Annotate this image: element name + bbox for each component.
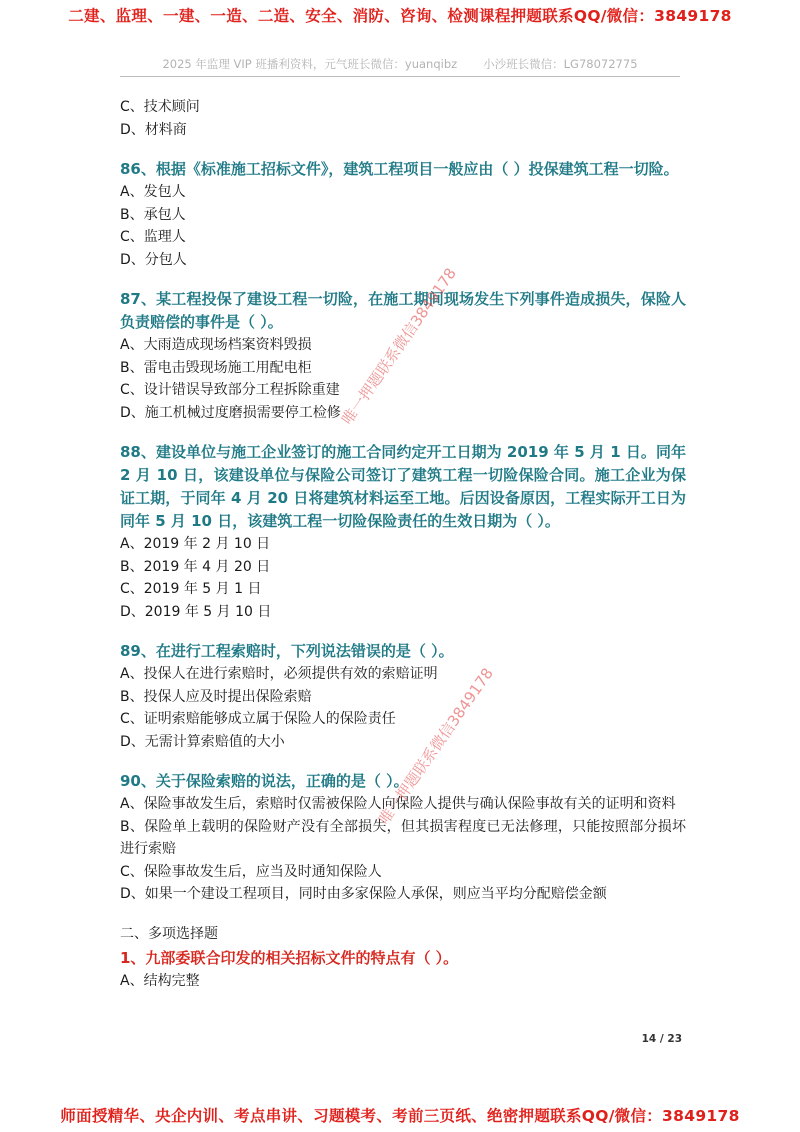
option-item: B、保险单上载明的保险财产没有全部损失，但其损害程度已无法修理，只能按照部分损坏进行索赔 bbox=[120, 818, 686, 857]
option-item: A、保险事故发生后，索赔时仅需被保险人向保险人提供与确认保险事故有关的证明和资料 bbox=[120, 796, 676, 812]
question-89-stem: 89、在进行工程索赔时，下列说法错误的是（ ）。 bbox=[120, 642, 454, 660]
header-right-text: 小沙班长微信：LG78072775 bbox=[483, 57, 638, 71]
option-item: C、2019 年 5 月 1 日 bbox=[120, 581, 262, 597]
option-item: D、无需计算索赔值的大小 bbox=[120, 733, 285, 750]
option-item: B、2019 年 4 月 20 日 bbox=[120, 558, 271, 575]
option-item: C、证明索赔能够成立属于保险人的保险责任 bbox=[120, 711, 396, 727]
option-item: B、承包人 bbox=[120, 206, 186, 223]
option-item: A、发包人 bbox=[120, 184, 186, 200]
watermark-text: 唯一押题联系微信3849178 bbox=[375, 664, 497, 828]
option-item: B、雷电击毁现场施工用配电柜 bbox=[120, 359, 312, 376]
option-item: B、投保人应及时提出保险索赔 bbox=[120, 688, 312, 705]
option-item: C、监理人 bbox=[120, 229, 186, 245]
question-86-stem: 86、根据《标准施工招标文件》，建筑工程项目一般应由（ ）投保建筑工程一切险。 bbox=[120, 160, 679, 178]
question-88-stem: 88、建设单位与施工企业签订的施工合同约定开工日期为 2019 年 5 月 1 日。同年 2 月 10 日，该建设单位与保险公司签订了建筑工程一切险保险合同。施工企业为保证工期，于同年 4 月 20 日将建筑材料运至工地。后因设备原因，工程实际开工日为同年 5 月 10 日，该建筑工程一切险保险责任的生效日期为（ ）。 bbox=[120, 443, 686, 530]
option-item: D、施工机械过度磨损需要停工检修 bbox=[120, 404, 341, 421]
option-item: A、投保人在进行索赔时，必须提供有效的索赔证明 bbox=[120, 666, 438, 682]
option-item: A、结构完整 bbox=[120, 972, 200, 989]
header-left-text: 2025 年监理 VIP 班播利资料，元气班长微信：yuanqibz bbox=[162, 57, 458, 71]
option-item: D、材料商 bbox=[120, 121, 187, 138]
question-90-stem: 90、关于保险索赔的说法，正确的是（ ）。 bbox=[120, 772, 409, 790]
option-item: C、技术顾问 bbox=[120, 99, 200, 115]
top-promo-banner: 二建、监理、一建、一造、二造、安全、消防、咨询、检测课程押题联系QQ/微信：3849178 bbox=[68, 7, 732, 25]
multi-question-1-stem: 1、九部委联合印发的相关招标文件的特点有（ ）。 bbox=[120, 948, 459, 967]
option-item: A、2019 年 2 月 10 日 bbox=[120, 536, 271, 552]
option-item: C、保险事故发生后，应当及时通知保险人 bbox=[120, 863, 382, 880]
document-body bbox=[120, 96, 686, 992]
page-number: 14 / 23 bbox=[641, 1033, 682, 1045]
header-divider bbox=[120, 76, 680, 77]
page-header bbox=[120, 56, 680, 72]
watermark-text: 唯一押题联系微信3849178 bbox=[338, 264, 460, 428]
option-item: D、如果一个建设工程项目，同时由多家保险人承保，则应当平均分配赔偿金额 bbox=[120, 886, 607, 902]
question-87-stem: 87、某工程投保了建设工程一切险，在施工期间现场发生下列事件造成损失，保险人负责赔偿的事件是（ ）。 bbox=[120, 290, 686, 331]
section-title: 二、多项选择题 bbox=[120, 925, 218, 942]
option-item: D、2019 年 5 月 10 日 bbox=[120, 603, 272, 620]
option-item: D、分包人 bbox=[120, 251, 187, 268]
bottom-promo-banner: 师面授精华、央企内训、考点串讲、习题模考、考前三页纸、绝密押题联系QQ/微信：3849178 bbox=[60, 1107, 740, 1125]
option-item: A、大雨造成现场档案资料毁损 bbox=[120, 337, 312, 353]
option-item: C、设计错误导致部分工程拆除重建 bbox=[120, 382, 340, 398]
